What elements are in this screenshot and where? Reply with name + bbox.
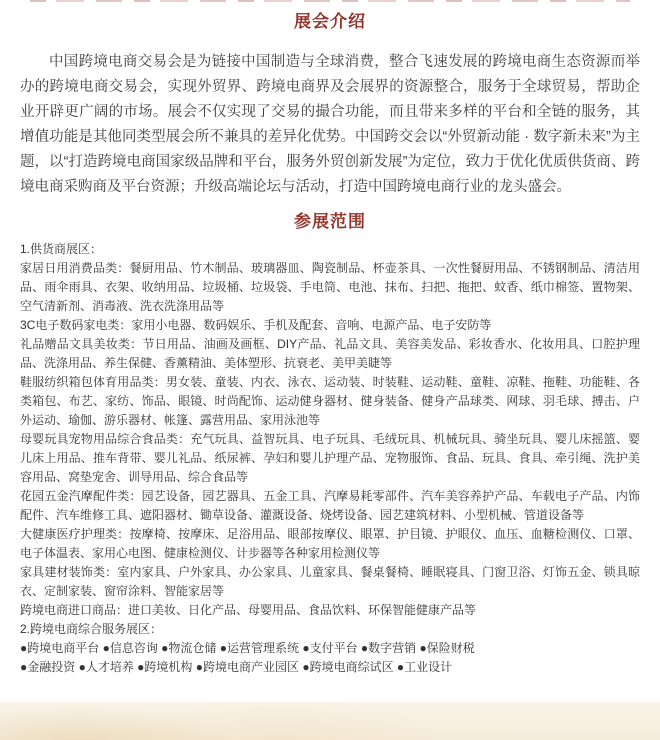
scope-body — [20, 240, 640, 677]
cropped-banner-image — [0, 702, 660, 740]
supplier-zone-heading: 1.供货商展区： — [20, 242, 103, 256]
category-line-baby-toys-pets-food: 母婴玩具宠物用品综合食品类：充气玩具、益智玩具、电子玩具、毛绒玩具、机械玩具、骑坐玩具、婴儿床摇篮、婴儿床上用品、推车背带、婴儿礼品、纸尿裤、孕妇和婴儿护理产品、宠物服饰、食品、玩具、食具、牵引绳、洗护美容用品、窝垫宠舍、训导用品、综合食品等 — [20, 432, 640, 484]
category-line-furniture-building: 家具建材装饰类：室内家具、户外家具、办公家具、儿童家具、餐桌餐椅、睡眠寝具、门窗卫浴、灯饰五金、锁具晾衣、定制家装、窗帘涂料、智能家居等 — [20, 565, 640, 598]
service-bullet-line-2: ●金融投资 ●人才培养 ●跨境机构 ●跨境电商产业园区 ●跨境电商综试区 ●工业设计 — [20, 660, 453, 674]
intro-paragraph: 中国跨境电商交易会是为链接中国制造与全球消费，整合飞速发展的跨境电商生态资源而举办的跨境电商交易会，实现外贸界、跨境电商界及会展界的资源整合，服务于全球贸易，帮助企业开辟更广阔的市场。展会不仅实现了交易的撮合功能，而且带来多样的平台和全链的服务，其增值功能是其他同类型展会所不兼具的差异化优势。中国跨交会以“外贸新动能 · 数字新未来”为主题，以“打造跨境电商国家级品牌和平台，服务外贸创新发展”为定位，致力于优化优质供货商、跨境电商采购商及平台资源；升级高端论坛与活动，打造中国跨境电商行业的龙头盛会。 — [20, 54, 640, 195]
clipped-text-top-edge — [30, 0, 630, 2]
category-line-import-goods: 跨境电商进口商品：进口美妆、日化产品、母婴用品、食品饮料、环保智能健康产品等 — [20, 603, 477, 617]
category-line-3c-electronics: 3C电子数码家电类：家用小电器、数码娱乐、手机及配套、音响、电源产品、电子安防等 — [20, 318, 492, 332]
category-line-apparel-sports: 鞋服纺织箱包体育用品类：男女装、童装、内衣、泳衣、运动装、时装鞋、运动鞋、童鞋、凉鞋、拖鞋、功能鞋、各类箱包、布艺、家纺、饰品、眼镜、时尚配饰、运动健身器材、健身装备、健身产品球类、网球、羽毛球、搏击、户外运动、瑜伽、游乐器材、帐篷、露营用品、家用泳池等 — [20, 375, 640, 427]
category-line-garden-hardware-auto: 花园五金汽摩配件类：园艺设备，园艺器具、五金工具、汽摩易耗零部件、汽车美容养护产品、车载电子产品、内饰配件、汽车维修工具、遮阳器材、锄草设备、灌溉设备、烧烤设备、园艺建筑材料、小型机械、管道设备等 — [20, 489, 640, 522]
service-bullet-line-1: ●跨境电商平台 ●信息咨询 ●物流仓储 ●运营管理系统 ●支付平台 ●数字营销 ●保险财税 — [20, 641, 475, 655]
category-line-household: 家居日用消费品类：餐厨用品、竹木制品、玻璃器皿、陶瓷制品、杯壶茶具、一次性餐厨用品、不锈钢制品、清洁用品、雨伞雨具、衣架、收纳用品、垃圾桶、垃圾袋、手电筒、电池、抹布、扫把、拖把、蚊香、纸巾棉签、置物架、空气清新剂、消毒液、洗衣洗涤用品等 — [20, 261, 640, 313]
category-line-health-care: 大健康医疗护理类：按摩椅、按摩床、足浴用品、眼部按摩仪、眼罩、护目镜、护眼仪、血压、血糖检测仪、口罩、电子体温表、家用心电图、健康检测仪、计步器等各种家用检测仪等 — [20, 527, 640, 560]
service-zone-heading: 2.跨境电商综合服务展区： — [20, 622, 163, 636]
intro-section-title: 展会介绍 — [294, 12, 366, 31]
category-line-gifts-beauty: 礼品赠品文具美妆类：节日用品、油画及画框、DIY产品、礼品文具、美容美发品、彩妆香水、化妆用具、口腔护理品、洗涤用品、养生保健、香薰精油、美体塑形、抗衰老、美甲美睫等 — [20, 337, 640, 370]
scope-section-title: 参展范围 — [294, 212, 366, 231]
